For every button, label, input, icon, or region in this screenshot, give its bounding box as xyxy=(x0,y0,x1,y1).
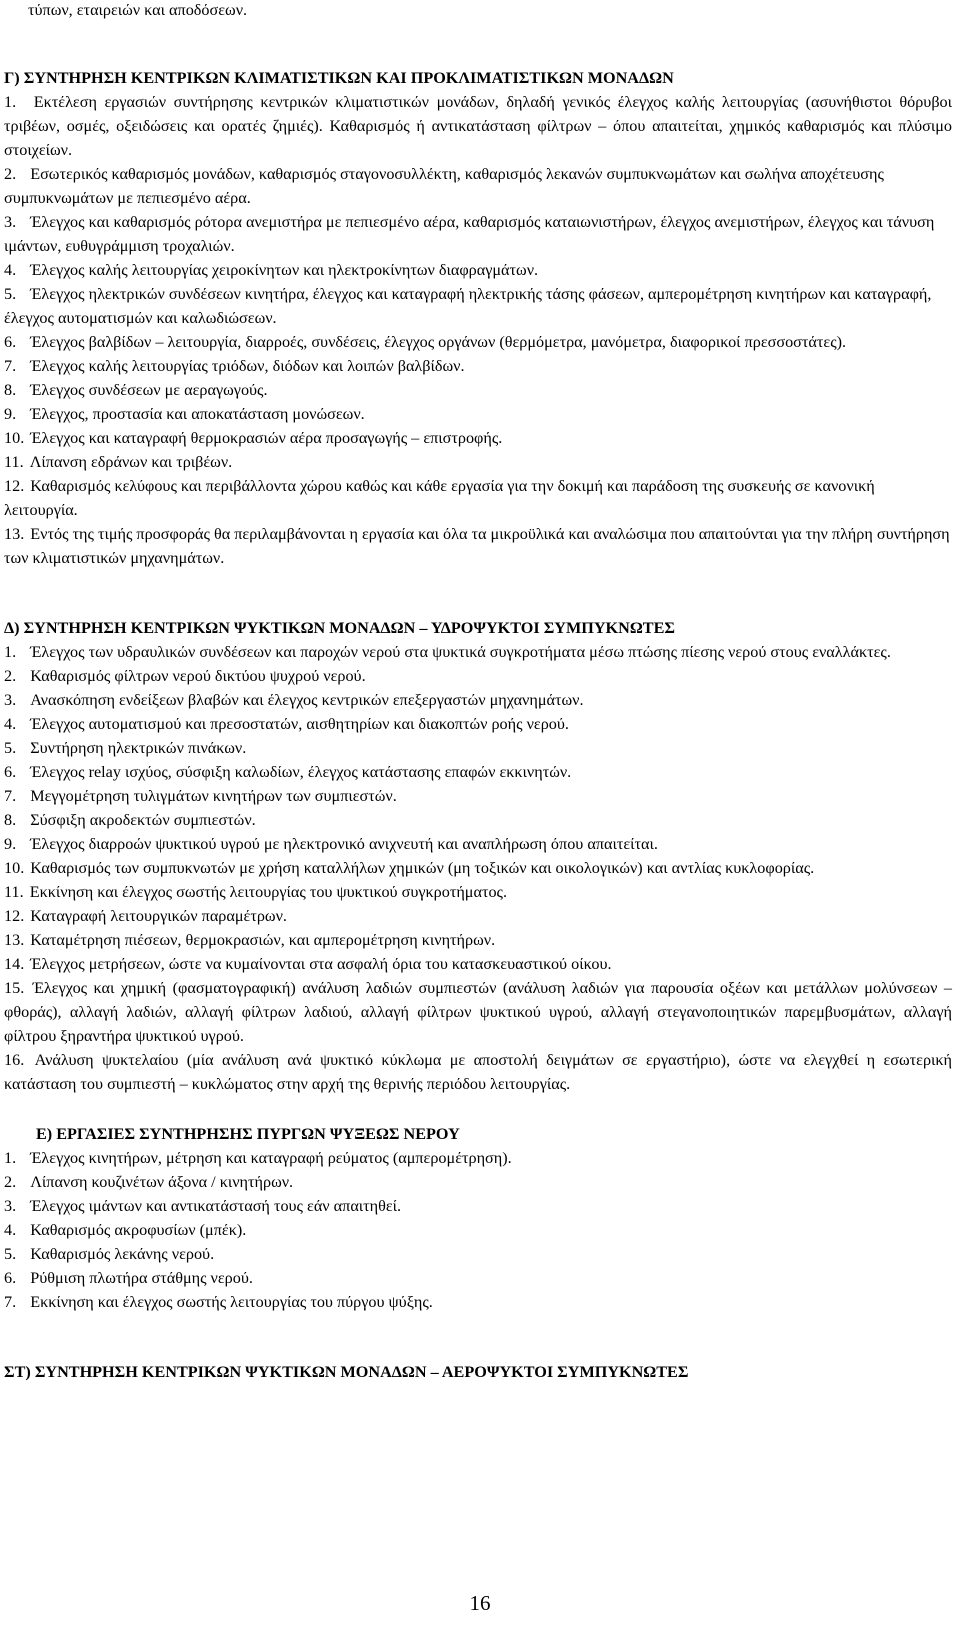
item-text: Εντός της τιμής προσφοράς θα περιλαμβάνονται η εργασία και όλα τα μικροϋλικά και αναλώσιμα που απαιτούνται για την πλήρη συντήρηση των κλιματιστικών μηχανημάτων. xyxy=(4,525,950,567)
item-text: Έλεγχος κινητήρων, μέτρηση και καταγραφή ρεύματος (αμπερομέτρηση). xyxy=(30,1149,512,1167)
item-number: 3. xyxy=(4,1197,17,1215)
item-text: Λίπανση κουζινέτων άξονα / κινητήρων. xyxy=(30,1173,294,1191)
item-text: Έλεγχος καλής λειτουργίας τριόδων, διόδων και λοιπών βαλβίδων. xyxy=(30,357,465,375)
item-text: Καθαρισμός φίλτρων νερού δικτύου ψυχρού νερού. xyxy=(30,667,366,685)
item-text: Καθαρισμός λεκάνης νερού. xyxy=(30,1245,215,1263)
list-item xyxy=(4,1170,952,1194)
list-item xyxy=(4,282,952,330)
item-text: Έλεγχος relay ισχύος, σύσφιξη καλωδίων, έλεγχος κατάστασης επαφών εκκινητών. xyxy=(30,763,572,781)
item-number: 2. xyxy=(4,1173,17,1191)
item-number: 4. xyxy=(4,261,17,279)
item-number: 15. xyxy=(4,979,25,997)
list-item xyxy=(4,1242,952,1266)
item-text: Συντήρηση ηλεκτρικών πινάκων. xyxy=(30,739,247,757)
item-number: 7. xyxy=(4,1293,17,1311)
list-item xyxy=(4,1048,952,1096)
item-number: 2. xyxy=(4,667,17,685)
item-text: Εκκίνηση και έλεγχος σωστής λειτουργίας του ψυκτικού συγκροτήματος. xyxy=(29,883,508,901)
item-text: Έλεγχος καλής λειτουργίας χειροκίνητων και ηλεκτροκίνητων διαφραγμάτων. xyxy=(30,261,539,279)
item-number: 4. xyxy=(4,1221,17,1239)
item-text: Σύσφιξη ακροδεκτών συμπιεστών. xyxy=(30,811,256,829)
item-text: Έλεγχος μετρήσεων, ώστε να κυμαίνονται στα ασφαλή όρια του κατασκευαστικού οίκου. xyxy=(30,955,612,973)
document-page xyxy=(4,0,952,1384)
item-text: Εκτέλεση εργασιών συντήρησης κεντρικών κλιματιστικών μονάδων, δηλαδή γενικός έλεγχος καλής λειτουργίας (ασυνήθιστοι θόρυβοι τριβέων, οσμές, οξειδώσεις και ορατές ζημιές). Καθαρισμός ή αντικατάσταση φίλτρων – όπου απαιτείται, χημικός καθαρισμός και πλύσιμο στοιχείων. xyxy=(4,93,952,159)
list-item xyxy=(4,928,952,952)
item-text: Καταμέτρηση πιέσεων, θερμοκρασιών, και αμπερομέτρηση κινητήρων. xyxy=(30,931,496,949)
list-item xyxy=(4,210,952,258)
list-item xyxy=(4,1290,952,1314)
item-number: 9. xyxy=(4,405,17,423)
item-number: 16. xyxy=(4,1051,25,1069)
section-st-title: ΣΤ) ΣΥΝΤΗΡΗΣΗ ΚΕΝΤΡΙΚΩΝ ΨΥΚΤΙΚΩΝ ΜΟΝΑΔΩΝ – ΑΕΡΟΨΥΚΤΟΙ ΣΥΜΠΥΚΝΩΤΕΣ xyxy=(4,1363,689,1381)
item-number: 6. xyxy=(4,763,17,781)
item-number: 3. xyxy=(4,691,17,709)
list-item xyxy=(4,856,952,880)
intro-line: τύπων, εταιρειών και αποδόσεων. xyxy=(28,1,248,19)
item-text: Ανάλυση ψυκτελαίου (μία ανάλυση ανά ψυκτικό κύκλωμα με αποστολή δειγμάτων σε εργαστήριο), ώστε να ελεγχθεί η εσωτερική κατάσταση του συμπιεστή – κυκλώματος στην αρχή της θερινής περιόδου λειτουργίας. xyxy=(4,1051,953,1093)
list-item xyxy=(4,880,952,904)
item-number: 1. xyxy=(4,643,17,661)
list-item xyxy=(4,832,952,856)
list-item xyxy=(4,640,952,664)
item-number: 7. xyxy=(4,357,17,375)
item-text: Έλεγχος αυτοματισμού και πρεσοστατών, αισθητηρίων και διακοπτών ροής νερού. xyxy=(30,715,569,733)
list-item xyxy=(4,90,952,162)
item-text: Έλεγχος συνδέσεων με αεραγωγούς. xyxy=(30,381,268,399)
item-number: 11. xyxy=(4,883,24,901)
item-text: Καταγραφή λειτουργικών παραμέτρων. xyxy=(30,907,287,925)
item-text: Καθαρισμός των συμπυκνωτών με χρήση καταλλήλων χημικών (μη τοξικών και οικολογικών) και αντλίας κυκλοφορίας. xyxy=(30,859,815,877)
list-item xyxy=(4,474,952,522)
list-item xyxy=(4,976,952,1048)
item-number: 14. xyxy=(4,955,25,973)
item-number: 13. xyxy=(4,525,25,543)
list-item xyxy=(4,426,952,450)
list-item xyxy=(4,1194,952,1218)
item-number: 13. xyxy=(4,931,25,949)
item-number: 2. xyxy=(4,165,17,183)
list-item xyxy=(4,784,952,808)
list-item xyxy=(4,1218,952,1242)
section-e-title: Ε) ΕΡΓΑΣΙΕΣ ΣΥΝΤΗΡΗΣΗΣ ΠΥΡΓΩΝ ΨΥΞΕΩΣ ΝΕΡΟΥ xyxy=(36,1125,460,1143)
item-number: 8. xyxy=(4,811,17,829)
list-item xyxy=(4,712,952,736)
list-item xyxy=(4,258,952,282)
item-number: 5. xyxy=(4,285,17,303)
list-item xyxy=(4,378,952,402)
item-number: 12. xyxy=(4,477,25,495)
list-item xyxy=(4,162,952,210)
item-number: 6. xyxy=(4,1269,17,1287)
item-number: 10. xyxy=(4,429,25,447)
item-text: Μεγγομέτρηση τυλιγμάτων κινητήρων των συμπιεστών. xyxy=(30,787,397,805)
list-item xyxy=(4,952,952,976)
item-text: Καθαρισμός ακροφυσίων (μπέκ). xyxy=(30,1221,247,1239)
section-g xyxy=(4,66,952,570)
item-number: 9. xyxy=(4,835,17,853)
list-item xyxy=(4,354,952,378)
item-number: 3. xyxy=(4,213,17,231)
item-number: 10. xyxy=(4,859,25,877)
item-text: Καθαρισμός κελύφους και περιβάλλοντα χώρου καθώς και κάθε εργασία για την δοκιμή και παράδοση της συσκευής σε κανονική λειτουργία. xyxy=(4,477,875,519)
list-item xyxy=(4,330,952,354)
item-number: 12. xyxy=(4,907,25,925)
item-number: 1. xyxy=(4,1149,17,1167)
section-d xyxy=(4,616,952,1096)
item-number: 1. xyxy=(4,93,17,111)
item-text: Έλεγχος ιμάντων και αντικατάστασή τους εάν απαιτηθεί. xyxy=(30,1197,402,1215)
list-item xyxy=(4,450,952,474)
item-text: Έλεγχος βαλβίδων – λειτουργία, διαρροές, συνδέσεις, έλεγχος οργάνων (θερμόμετρα, μανόμετρα, διαφορικοί πρεσσοστάτες). xyxy=(30,333,847,351)
item-text: Έλεγχος και καθαρισμός ρότορα ανεμιστήρα με πεπιεσμένο αέρα, καθαρισμός καταιωνιστήρων, έλεγχος ανεμιστήρων, έλεγχος και τάνυση ιμάντων, ευθυγράμμιση τροχαλιών. xyxy=(4,213,935,255)
list-item xyxy=(4,1266,952,1290)
item-number: 5. xyxy=(4,739,17,757)
item-text: Εσωτερικός καθαρισμός μονάδων, καθαρισμός σταγονοσυλλέκτη, καθαρισμός λεκανών συμπυκνωμάτων και σωλήνα αποχέτευσης συμπυκνωμάτων με πεπιεσμένο αέρα. xyxy=(4,165,884,207)
list-item xyxy=(4,688,952,712)
list-item xyxy=(4,402,952,426)
item-number: 8. xyxy=(4,381,17,399)
item-text: Έλεγχος, προστασία και αποκατάσταση μονώσεων. xyxy=(30,405,365,423)
item-text: Έλεγχος ηλεκτρικών συνδέσεων κινητήρα, έλεγχος και καταγραφή ηλεκτρικής τάσης φάσεων, αμπερομέτρηση κινητήρων και καταγραφή, έλεγχος αυτοματισμών και καλωδιώσεων. xyxy=(4,285,932,327)
list-item xyxy=(4,760,952,784)
section-d-title: Δ) ΣΥΝΤΗΡΗΣΗ ΚΕΝΤΡΙΚΩΝ ΨΥΚΤΙΚΩΝ ΜΟΝΑΔΩΝ – ΥΔΡΟΨΥΚΤΟΙ ΣΥΜΠΥΚΝΩΤΕΣ xyxy=(4,619,675,637)
list-item xyxy=(4,1146,952,1170)
list-item xyxy=(4,808,952,832)
section-e xyxy=(4,1122,952,1314)
list-item xyxy=(4,736,952,760)
item-number: 4. xyxy=(4,715,17,733)
list-item xyxy=(4,904,952,928)
item-text: Έλεγχος των υδραυλικών συνδέσεων και παροχών νερού στα ψυκτικά συγκροτήματα μέσω πτώσης πίεσης νερού στους εναλλάκτες. xyxy=(30,643,891,661)
item-text: Ρύθμιση πλωτήρα στάθμης νερού. xyxy=(30,1269,253,1287)
item-number: 11. xyxy=(4,453,24,471)
section-st xyxy=(4,1360,952,1384)
item-text: Εκκίνηση και έλεγχος σωστής λειτουργίας του πύργου ψύξης. xyxy=(30,1293,433,1311)
section-g-title: Γ) ΣΥΝΤΗΡΗΣΗ ΚΕΝΤΡΙΚΩΝ ΚΛΙΜΑΤΙΣΤΙΚΩΝ ΚΑΙ ΠΡΟΚΛΙΜΑΤΙΣΤΙΚΩΝ ΜΟΝΑΔΩΝ xyxy=(4,69,674,87)
item-text: Έλεγχος διαρροών ψυκτικού υγρού με ηλεκτρονικό ανιχνευτή και αναπλήρωση όπου απαιτείται. xyxy=(30,835,658,853)
item-text: Ανασκόπηση ενδείξεων βλαβών και έλεγχος κεντρικών επεξεργαστών μηχανημάτων. xyxy=(30,691,584,709)
item-text: Έλεγχος και χημική (φασματογραφική) ανάλυση λαδιών συμπιεστών (ανάλυση λαδιών για παρουσία οξέων και μετάλλων μολύνσεων – φθοράς), αλλαγή λαδιών, αλλαγή φίλτρων λαδιού, αλλαγή φίλτρων ψυκτικού υγρού, αλλαγή στεγανοποιητικών παρεμβυσμάτων, αλλαγή φίλτρου ξηραντήρα ψυκτικού υγρού. xyxy=(4,979,952,1045)
item-number: 5. xyxy=(4,1245,17,1263)
list-item xyxy=(4,522,952,570)
item-number: 7. xyxy=(4,787,17,805)
item-number: 6. xyxy=(4,333,17,351)
item-text: Έλεγχος και καταγραφή θερμοκρασιών αέρα προσαγωγής – επιστροφής. xyxy=(30,429,503,447)
list-item xyxy=(4,664,952,688)
item-text: Λίπανση εδράνων και τριβέων. xyxy=(29,453,233,471)
page-number: 16 xyxy=(469,1591,491,1615)
